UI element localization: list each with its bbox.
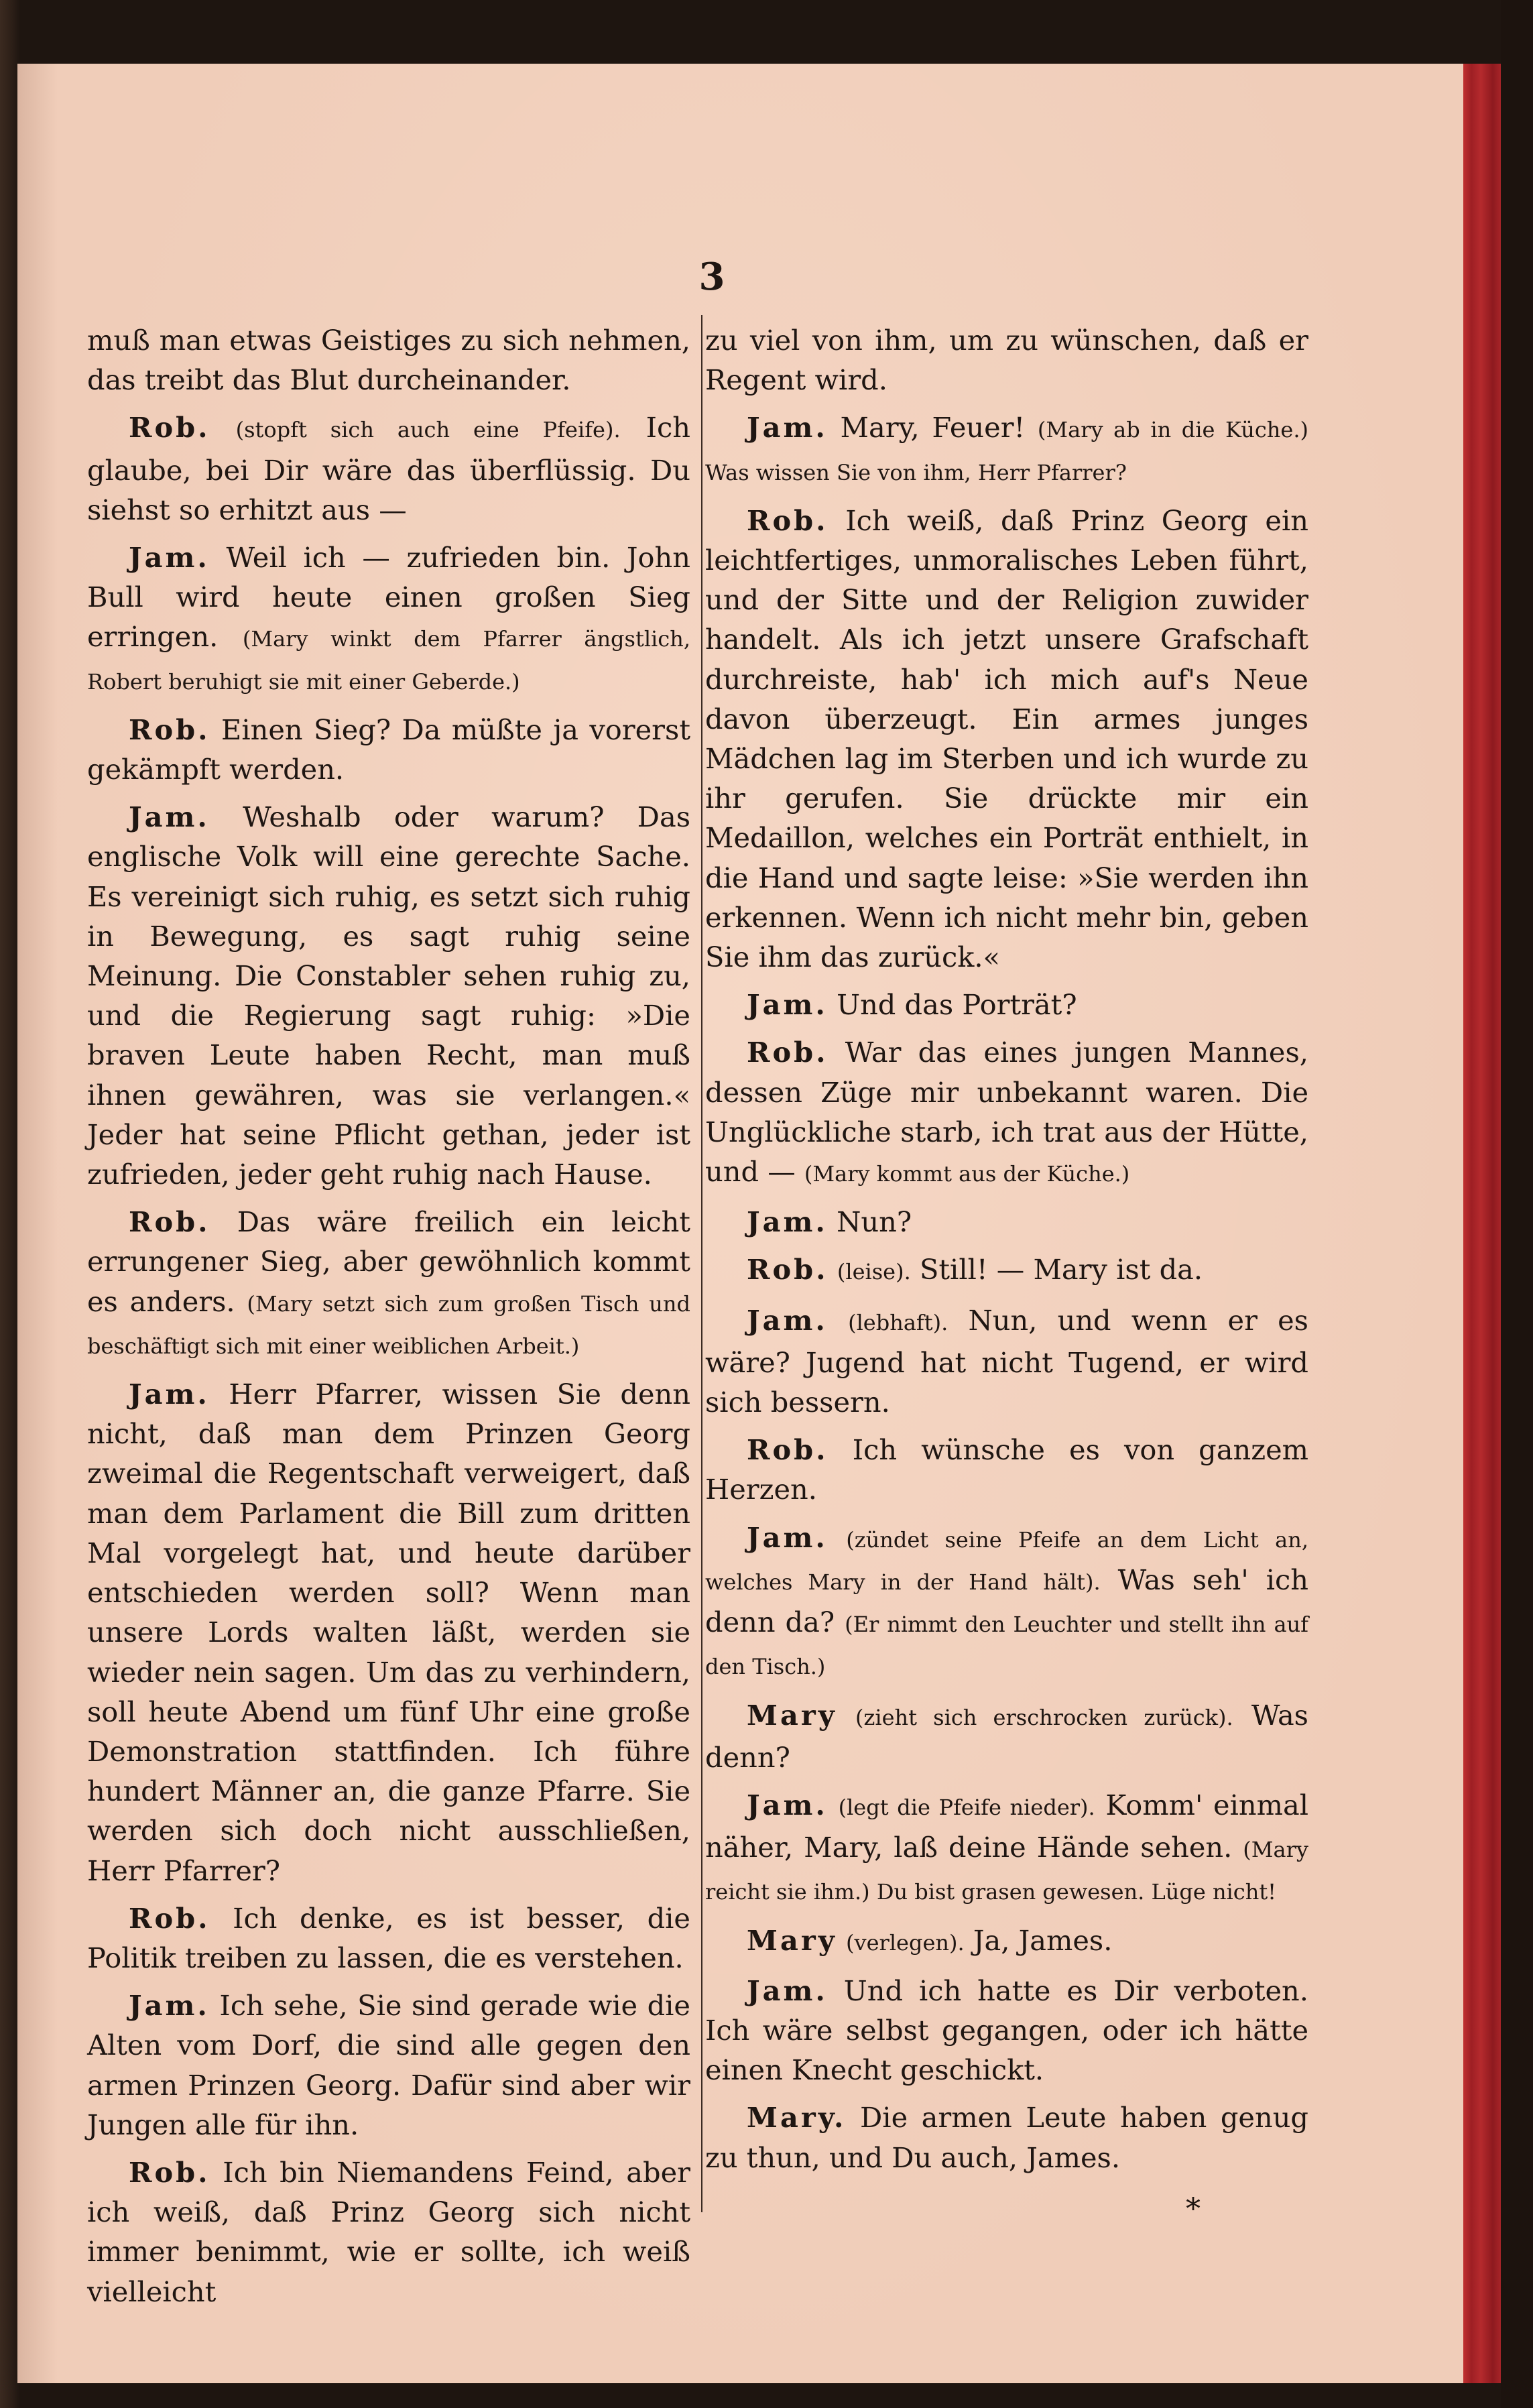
paragraph-spacer [705, 493, 1308, 501]
dialogue-paragraph [705, 1921, 1308, 1963]
paragraph-spacer [705, 1024, 1308, 1032]
paragraph-spacer [705, 1913, 1308, 1921]
trailing-stage-direction: (Mary reicht sie ihm.) Du bist grasen gewesen. Lüge nicht! [705, 1837, 1308, 1905]
speaker-name: Jam. [747, 1303, 828, 1337]
signature-mark: * [1186, 2192, 1201, 2226]
stage-direction: (stopft sich auch eine Pfeife). [235, 417, 621, 443]
dialogue-paragraph [705, 985, 1308, 1024]
dialogue-paragraph [87, 710, 690, 789]
paragraph-spacer [705, 1242, 1308, 1250]
page-number: 3 [698, 255, 725, 299]
dialogue-paragraph [87, 1986, 690, 2145]
speaker-name: Jam. [747, 1788, 828, 1821]
stage-direction: (leise). [837, 1259, 911, 1285]
trailing-stage-direction: (Mary ab in die Küche.) Was wissen Sie von ihm, Herr Pfarrer? [705, 417, 1308, 485]
dialogue-paragraph [87, 1899, 690, 1978]
speaker-name: Rob. [747, 1036, 829, 1069]
paragraph-spacer [87, 789, 690, 797]
paragraph-spacer [87, 702, 690, 710]
dialogue-paragraph [705, 1250, 1308, 1292]
stage-direction: (zündet seine Pfeife an dem Licht an, welches Mary in der Hand hält). [705, 1526, 1308, 1595]
spoken-text: War das eines jungen Mannes, dessen Züge mir unbekannt waren. Die Unglückliche starb, ich trat aus der Hütte, und — [705, 1036, 1308, 1189]
spoken-text: Einen Sieg? Da müßte ja vorerst gekämpft werden. [87, 713, 690, 786]
paragraph-spacer [705, 1422, 1308, 1430]
paragraph-spacer [705, 400, 1308, 408]
spoken-text: Nun? [837, 1205, 912, 1239]
spoken-text: Komm' einmal näher, Mary, laß deine Hände sehen. [705, 1788, 1308, 1864]
speaker-name: Mary [747, 1698, 837, 1732]
dialogue-paragraph [705, 1301, 1308, 1423]
speaker-name: Rob. [747, 503, 829, 537]
speaker-name: Jam. [129, 1989, 210, 2023]
dialogue-paragraph [705, 408, 1308, 492]
column-divider-rule [701, 315, 702, 2212]
dialogue-paragraph [87, 408, 690, 530]
speaker-name: Rob. [129, 1901, 210, 1935]
spoken-text: muß man etwas Geistiges zu sich nehmen, das treibt das Blut durcheinander. [87, 324, 690, 397]
speaker-name: Rob. [129, 2155, 210, 2189]
stage-direction: (verlegen). [846, 1929, 965, 1955]
red-page-edges [1463, 64, 1501, 2383]
stage-direction: (lebhaft). [848, 1309, 948, 1335]
paragraph-spacer [705, 977, 1308, 985]
speaker-name: Rob. [129, 1205, 210, 1239]
dialogue-paragraph [87, 320, 690, 400]
dialogue-paragraph [87, 538, 690, 702]
speaker-name: Jam. [129, 800, 210, 834]
stage-direction: (zieht sich erschrocken zurück). [855, 1704, 1233, 1730]
trailing-stage-direction: (Mary setzt sich zum großen Tisch und beschäftigt sich mit einer weiblichen Arbeit.) [87, 1290, 690, 1359]
speaker-name: Jam. [747, 411, 828, 444]
right-text-column [705, 320, 1308, 2177]
speaker-name: Jam. [747, 1205, 828, 1239]
spoken-text: Was seh' ich denn da? [705, 1563, 1308, 1639]
spoken-text: Ich denke, es ist besser, die Politik treiben zu lassen, die es verstehen. [87, 1901, 690, 1974]
speaker-name: Jam. [747, 1520, 828, 1554]
speaker-name: Jam. [747, 988, 828, 1022]
left-text-column [87, 320, 690, 2311]
book-cover-edge [1501, 0, 1533, 2408]
dialogue-paragraph [705, 1518, 1308, 1687]
speaker-name: Jam. [747, 1974, 828, 2007]
dialogue-paragraph [705, 1032, 1308, 1194]
spoken-text: Ja, James. [973, 1923, 1113, 1957]
speaker-name: Mary [747, 1923, 837, 1957]
paragraph-spacer [705, 1510, 1308, 1518]
paragraph-spacer [705, 1292, 1308, 1301]
speaker-name: Rob. [747, 1253, 829, 1286]
trailing-stage-direction: (Mary winkt dem Pfarrer ängstlich, Robert beruhigt sie mit einer Geberde.) [87, 626, 690, 695]
dialogue-paragraph [87, 1202, 690, 1366]
spoken-text: Ich glaube, bei Dir wäre das überflüssig. Du siehst so erhitzt aus — [87, 411, 690, 526]
paragraph-spacer [87, 1194, 690, 1202]
dialogue-paragraph [705, 320, 1308, 400]
stage-direction: (legt die Pfeife nieder). [838, 1794, 1095, 1820]
spoken-text: Weil ich — zufrieden bin. John Bull wird heute einen großen Sieg erringen. [87, 541, 690, 654]
dialogue-paragraph [705, 501, 1308, 977]
spoken-text: Was denn? [705, 1698, 1308, 1774]
paragraph-spacer [705, 1777, 1308, 1785]
trailing-stage-direction: (Mary kommt aus der Küche.) [804, 1161, 1130, 1187]
paragraph-spacer [705, 1963, 1308, 1971]
paragraph-spacer [705, 2090, 1308, 2098]
spoken-text: Nun, und wenn er es wäre? Jugend hat nicht Tugend, er wird sich bessern. [705, 1303, 1308, 1419]
spoken-text: Still! — Mary ist da. [919, 1253, 1203, 1286]
spoken-text: Mary, Feuer! [840, 411, 1026, 444]
dialogue-paragraph [705, 1785, 1308, 1913]
spoken-text: Und das Porträt? [837, 988, 1077, 1022]
paragraph-spacer [87, 1366, 690, 1374]
spoken-text: Ich wünsche es von ganzem Herzen. [705, 1433, 1308, 1506]
dialogue-paragraph [87, 2153, 690, 2311]
dialogue-paragraph [705, 1971, 1308, 2090]
spoken-text: Ich sehe, Sie sind gerade wie die Alten vom Dorf, die sind alle gegen den armen Prinzen Georg. Dafür sind aber wir Jungen alle für ihn. [87, 1989, 690, 2141]
spoken-text: Und ich hatte es Dir verboten. Ich wäre selbst gegangen, oder ich hätte einen Knecht geschickt. [705, 1974, 1308, 2087]
speaker-name: Mary. [747, 2101, 847, 2134]
speaker-name: Rob. [129, 411, 210, 444]
speaker-name: Jam. [129, 541, 210, 575]
speaker-name: Rob. [747, 1433, 829, 1467]
dialogue-paragraph [705, 2098, 1308, 2177]
spoken-text: zu viel von ihm, um zu wünschen, daß er Regent wird. [705, 324, 1308, 397]
paragraph-spacer [87, 530, 690, 538]
spoken-text: Das wäre freilich ein leicht errungener Sieg, aber gewöhnlich kommt es anders. [87, 1205, 690, 1318]
dialogue-paragraph [705, 1430, 1308, 1509]
dialogue-paragraph [87, 1374, 690, 1890]
speaker-name: Jam. [129, 1378, 210, 1411]
paragraph-spacer [87, 1978, 690, 1986]
dialogue-paragraph [705, 1695, 1308, 1777]
spoken-text: Die armen Leute haben genug zu thun, und Du auch, James. [705, 2101, 1308, 2174]
spoken-text: Herr Pfarrer, wissen Sie denn nicht, daß man dem Prinzen Georg zweimal die Regentschaft verweigert, daß man dem Parlament die Bill zum dritten Mal vorgelegt hat, und heute darüber entschieden werden soll? Wenn man unsere Lords walten läßt, werden sie wieder nein sagen. Um das zu verhindern, soll heute Abend um fünf Uhr eine große Demonstration stattfinden. Ich führe hundert Männer an, die ganze Pfarre. Sie werden sich doch nicht ausschließen, Herr Pfarrer? [87, 1378, 690, 1887]
paragraph-spacer [87, 2145, 690, 2153]
speaker-name: Rob. [129, 713, 210, 746]
spoken-text: Weshalb oder warum? Das englische Volk will eine gerechte Sache. Es vereinigt sich ruhig, es setzt sich ruhig in Bewegung, es sagt ruhig seine Meinung. Die Constabler sehen ruhig zu, und die Regierung sagt ruhig: »Die braven Leute haben Recht, man muß ihnen gewähren, was sie verlangen.« Jeder hat seine Pflicht gethan, jeder ist zufrieden, jeder geht ruhig nach Hause. [87, 800, 690, 1191]
paragraph-spacer [705, 1687, 1308, 1695]
paragraph-spacer [87, 400, 690, 408]
trailing-stage-direction: (Er nimmt den Leuchter und stellt ihn auf den Tisch.) [705, 1612, 1308, 1680]
paragraph-spacer [87, 1890, 690, 1899]
dialogue-paragraph [705, 1202, 1308, 1242]
spoken-text: Ich weiß, daß Prinz Georg ein leichtfertiges, unmoralisches Leben führt, und der Sitte und der Religion zuwider handelt. Als ich jetzt unsere Grafschaft durchreiste, hab' ich mich auf's Neue davon überzeugt. Ein armes junges Mädchen lag im Sterben und ich wurde zu ihr gerufen. Sie drückte mir ein Medaillon, welches ein Porträt enthielt, in die Hand und sagte leise: »Sie werden ihn erkennen. Wenn ich nicht mehr bin, geben Sie ihm das zurück.« [705, 503, 1308, 974]
paragraph-spacer [705, 1194, 1308, 1202]
dialogue-paragraph [87, 797, 690, 1194]
spoken-text: Ich bin Niemandens Feind, aber ich weiß, daß Prinz Georg sich nicht immer benimmt, wie er sollte, ich weiß vielleicht [87, 2155, 690, 2308]
